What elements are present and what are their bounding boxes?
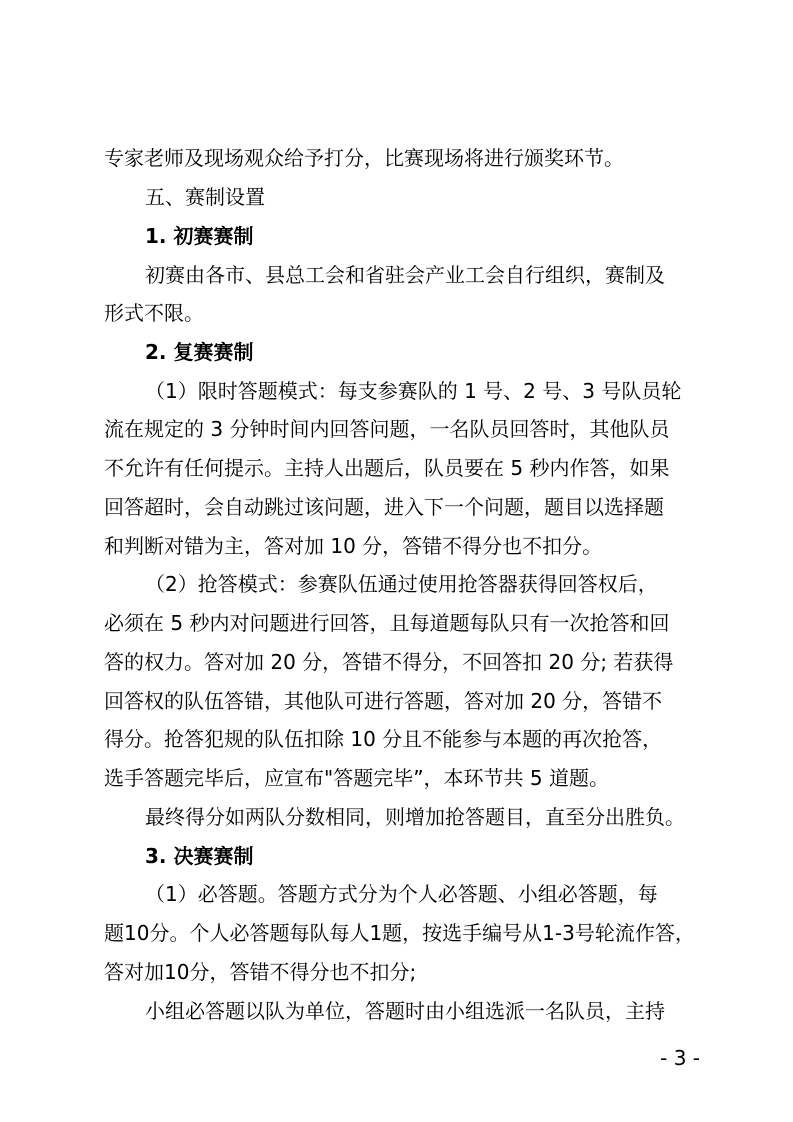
subsection-heading: 1. 初赛赛制: [145, 224, 254, 248]
paragraph-line: 必须在 5 秒内对问题进行回答，且每道题每队只有一次抢答和回: [104, 611, 670, 635]
paragraph-line: 流在规定的 3 分钟时间内回答问题，一名队员回答时，其他队员: [104, 417, 670, 441]
paragraph-line: 最终得分如两队分数相同，则增加抢答题目，直至分出胜负。: [145, 805, 685, 829]
subsection-heading: 3. 决赛赛制: [145, 844, 254, 868]
paragraph-line: （1）限时答题模式：每支参赛队的 1 号、2 号、3 号队员轮: [145, 379, 682, 403]
section-heading: 五、赛制设置: [145, 185, 265, 209]
paragraph-line: 答的权力。答对加 20 分，答错不得分，不回答扣 20 分; 若获得: [104, 650, 674, 674]
subsection-heading: 2. 复赛赛制: [145, 340, 254, 364]
paragraph-line: 选手答题完毕后，应宣布"答题完毕”，本环节共 5 道题。: [104, 766, 609, 790]
paragraph-line: （2）抢答模式：参赛队伍通过使用抢答器获得回答权后，: [145, 572, 658, 596]
paragraph-line: 答对加10分，答错不得分也不扣分;: [104, 960, 417, 984]
paragraph-line: 小组必答题以队为单位，答题时由小组选派一名队员，主持: [145, 999, 665, 1023]
paragraph-line: 回答权的队伍答错，其他队可进行答题，答对加 20 分，答错不: [104, 689, 663, 713]
page-number: - 3 -: [660, 1046, 700, 1070]
paragraph-line: 回答超时，会自动跳过该问题，进入下一个问题，题目以选择题: [104, 495, 664, 519]
paragraph-line: 题10分。个人必答题每队每人1题，按选手编号从1-3号轮流作答，: [104, 921, 695, 945]
paragraph-line: 和判断对错为主，答对加 10 分，答错不得分也不扣分。: [104, 534, 603, 558]
paragraph-line: 不允许有任何提示。主持人出题后，队员要在 5 秒内作答，如果: [104, 456, 670, 480]
paragraph-line: 专家老师及现场观众给予打分，比赛现场将进行颁奖环节。: [104, 146, 624, 170]
paragraph-line: （1）必答题。答题方式分为个人必答题、小组必答题，每: [145, 882, 658, 906]
paragraph-line: 得分。抢答犯规的队伍扣除 10 分且不能参与本题的再次抢答，: [104, 727, 663, 751]
paragraph-line: 初赛由各市、县总工会和省驻会产业工会自行组织，赛制及: [145, 263, 665, 287]
paragraph-line: 形式不限。: [104, 301, 204, 325]
